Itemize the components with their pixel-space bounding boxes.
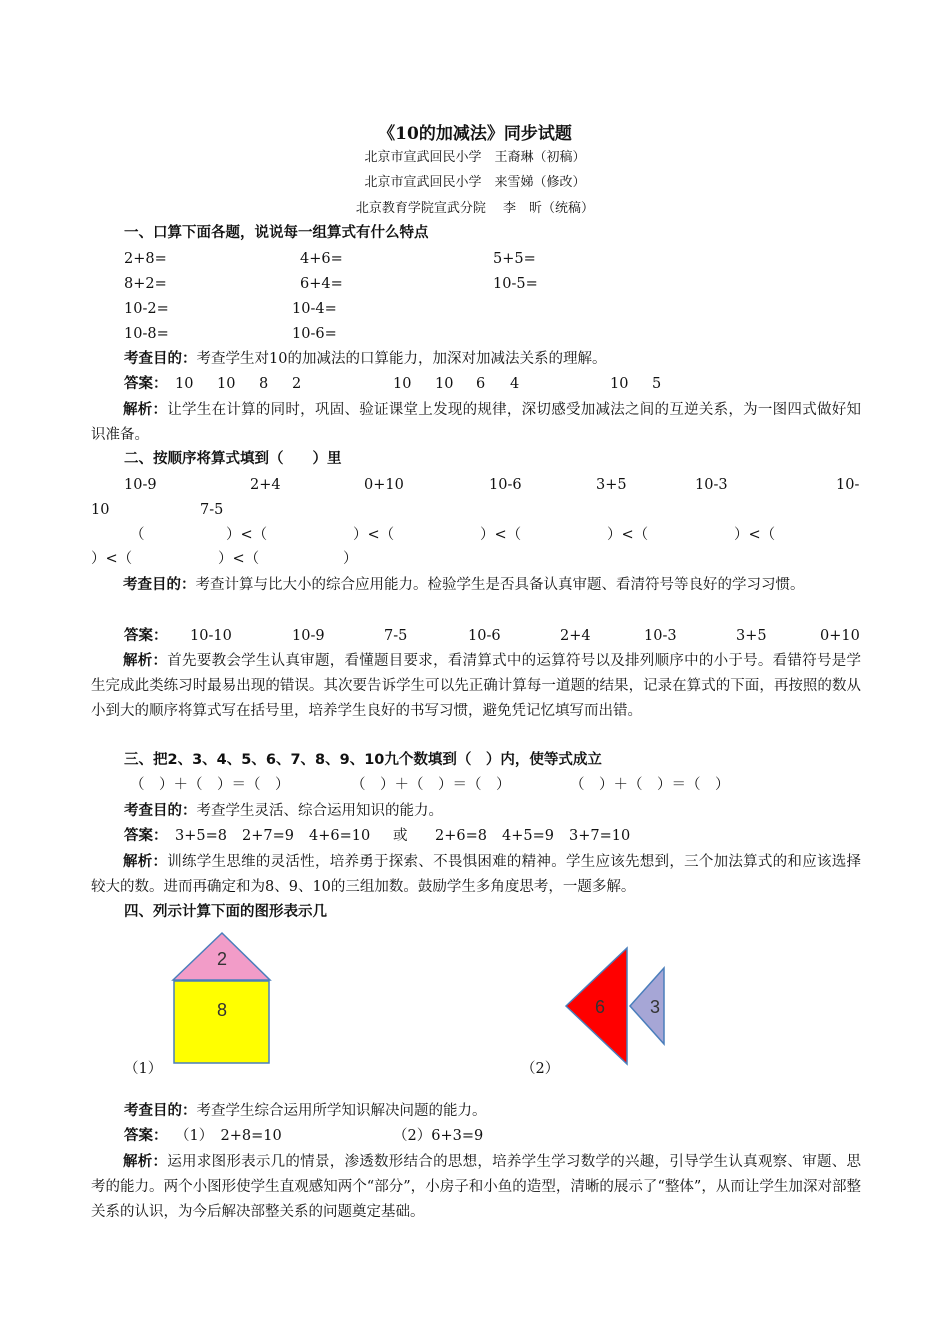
- answer-value: 2+6=8: [435, 828, 487, 844]
- blank-separator: ）<（: [353, 527, 395, 543]
- blank-separator: ）<（: [91, 551, 133, 567]
- answer-value: 10-3: [644, 628, 677, 644]
- analysis-label: 解析：: [123, 854, 168, 870]
- answer-value: 3+7=10: [569, 828, 631, 844]
- answer-value: 3+5=8: [175, 828, 227, 844]
- answer-value: 10: [393, 376, 412, 392]
- analysis-label: 解析：: [123, 1154, 168, 1170]
- figure-1-caption: （1）: [124, 1061, 163, 1077]
- answer-value: 4: [510, 376, 520, 392]
- answer-value: 2: [292, 376, 302, 392]
- answer-value: 3+5: [736, 628, 767, 644]
- calc-item: 2+8=: [124, 251, 167, 267]
- figure-2-caption: （2）: [521, 1061, 560, 1077]
- equation-template: （ ）＋（ ）＝（ ）: [351, 777, 511, 793]
- answer-value: 10: [175, 376, 194, 392]
- section-1-heading: 一、口算下面各题，说说每一组算式有什么特点: [124, 225, 429, 241]
- answer-value: 6: [476, 376, 486, 392]
- roof-number: 2: [216, 949, 228, 969]
- purpose-label: 考查目的：: [124, 351, 197, 367]
- calc-item: 10-6=: [292, 326, 337, 342]
- answer-value: 2+7=9: [242, 828, 294, 844]
- analysis-label: 解析：: [123, 402, 168, 418]
- expr-item: 2+4: [250, 477, 281, 493]
- analysis-text: 运用求图形表示几的情景，渗透数形结合的思想，培养学生学习数学的兴趣，引导学生认真观察、审题、思考的能力。两个小图形使学生直观感知两个“部分”，小房子和小鱼的造型，清晰的展示了“整体”，从而让学生加深对部整关系的认识，为今后解决部整关系的问题奠定基础。: [91, 1154, 861, 1220]
- expr-item: 10-: [836, 477, 860, 493]
- s1-analysis: [91, 398, 861, 448]
- expr-item: 3+5: [596, 477, 627, 493]
- blank-separator: ）<（: [734, 527, 776, 543]
- purpose-label: 考查目的：: [124, 803, 197, 819]
- author-line-3: 北京教育学院宣武分院 李 昕（统稿）: [355, 201, 595, 216]
- answer-value: 10: [610, 376, 629, 392]
- calc-item: 8+2=: [124, 276, 167, 292]
- answer-value: 5: [652, 376, 662, 392]
- fish-tail-number: 3: [649, 997, 661, 1017]
- fish-figure: [560, 940, 675, 1075]
- blank-separator: ）<（: [218, 551, 260, 567]
- s4-purpose: [124, 1101, 487, 1121]
- fish-body-number: 6: [594, 997, 606, 1017]
- answer-value: 4+5=9: [502, 828, 554, 844]
- body-number: 8: [216, 1000, 228, 1020]
- blank-open: （: [130, 527, 145, 543]
- analysis-text: 首先要教会学生认真审题，看懂题目要求，看清算式中的运算符号以及排列顺序中的小于号。看错符号是学生完成此类练习时最易出现的错误。其次要告诉学生可以先正确计算每一道题的结果，记录在算式的下面，再按照的数从小到大的顺序将算式写在括号里，培养学生良好的书写习惯，避免凭记忆填写而出错。: [91, 653, 861, 719]
- house-body-square: [174, 981, 269, 1063]
- answer-value: 或: [393, 828, 408, 844]
- answer-value: 10-10: [190, 628, 232, 644]
- house-figure: [160, 925, 280, 1075]
- calc-item: 10-2=: [124, 301, 169, 317]
- calc-item: 10-4=: [292, 301, 337, 317]
- calc-item: 10-5=: [493, 276, 538, 292]
- s2-purpose: [91, 573, 861, 598]
- s4-analysis: [91, 1150, 861, 1225]
- answer-value: 10-6: [468, 628, 501, 644]
- calc-item: 4+6=: [300, 251, 343, 267]
- answer-value: 10: [435, 376, 454, 392]
- section-4-heading: 四、列示计算下面的图形表示几: [124, 904, 327, 920]
- s3-answer-label: 答案：: [124, 828, 168, 844]
- calc-item: 6+4=: [300, 276, 343, 292]
- expr-item: 0+10: [364, 477, 404, 493]
- page-title: 《10的加减法》同步试题: [378, 124, 572, 144]
- analysis-text: 让学生在计算的同时，巩固、验证课堂上发现的规律，深切感受加减法之间的互逆关系，为一图四式做好知识准备。: [91, 402, 861, 443]
- expr-item: 10-6: [489, 477, 522, 493]
- s2-answer-label: 答案：: [124, 628, 168, 644]
- analysis-text: 训练学生思维的灵活性，培养勇于探索、不畏惧困难的精神。学生应该先想到，三个加法算式的和应该选择较大的数。进而再确定和为8、9、10的三组加数。鼓励学生多角度思考，一题多解。: [91, 854, 861, 895]
- blank-separator: ）<（: [226, 527, 268, 543]
- calc-item: 5+5=: [493, 251, 536, 267]
- purpose-text: 考查计算与比大小的综合应用能力。检验学生是否具备认真审题、看清符号等良好的学习习惯。: [195, 577, 805, 593]
- equation-template: （ ）＋（ ）＝（ ）: [570, 777, 730, 793]
- expr-item: 10-3: [695, 477, 728, 493]
- answer-value: 0+10: [820, 628, 860, 644]
- answer-value: 10-9: [292, 628, 325, 644]
- answer-value: 10: [217, 376, 236, 392]
- blank-close: ）: [343, 551, 358, 567]
- s4-answer-label: 答案：: [124, 1128, 168, 1144]
- purpose-label: 考查目的：: [123, 577, 196, 593]
- calc-item: 10-8=: [124, 326, 169, 342]
- answer-value: 4+6=10: [309, 828, 371, 844]
- s1-purpose: [124, 349, 606, 369]
- expr-item: 10: [91, 502, 110, 518]
- author-line-1: 北京市宣武回民小学 王裔琳（初稿）: [364, 150, 586, 165]
- expr-item: 7-5: [200, 502, 224, 518]
- section-3-heading: 三、把2、3、4、5、6、7、8、9、10九个数填到（ ）内，使等式成立: [124, 752, 602, 768]
- answer-value: （2）6+3=9: [393, 1128, 484, 1144]
- s2-analysis: [91, 649, 861, 724]
- blank-separator: ）<（: [607, 527, 649, 543]
- s3-analysis: [91, 850, 861, 900]
- purpose-text: 考查学生灵活、综合运用知识的能力。: [196, 803, 443, 819]
- answer-value: 8: [259, 376, 269, 392]
- s3-purpose: [124, 801, 443, 821]
- s1-answer-label: 答案：: [124, 376, 168, 392]
- answer-value: 7-5: [384, 628, 408, 644]
- expr-item: 10-9: [124, 477, 157, 493]
- author-line-2: 北京市宣武回民小学 来雪娣（修改）: [364, 175, 586, 190]
- section-2-heading: 二、按顺序将算式填到（ ）里: [124, 451, 342, 467]
- purpose-text: 考查学生对10的加减法的口算能力，加深对加减法关系的理解。: [196, 351, 607, 367]
- answer-value: （1） 2+8=10: [175, 1128, 282, 1144]
- analysis-label: 解析：: [123, 653, 168, 669]
- purpose-label: 考查目的：: [124, 1103, 197, 1119]
- purpose-text: 考查学生综合运用所学知识解决问题的能力。: [196, 1103, 487, 1119]
- answer-value: 2+4: [560, 628, 591, 644]
- equation-template: （ ）＋（ ）＝（ ）: [130, 777, 290, 793]
- blank-separator: ）<（: [480, 527, 522, 543]
